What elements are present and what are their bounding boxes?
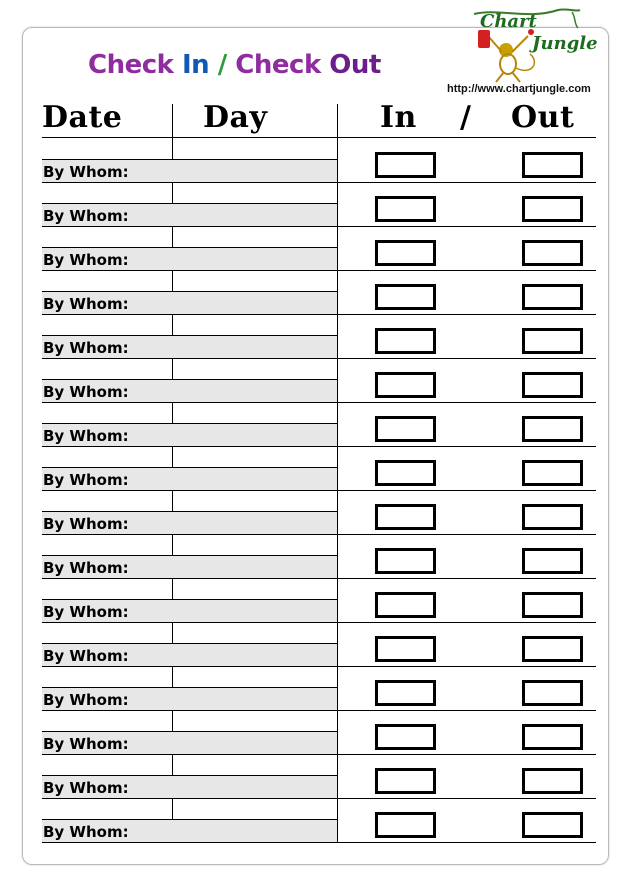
by-whom-label: By Whom: <box>43 383 129 401</box>
check-in-box[interactable] <box>375 328 436 354</box>
check-in-box[interactable] <box>375 240 436 266</box>
row-bottom-rule <box>42 446 596 447</box>
row-bottom-rule <box>42 270 596 271</box>
check-out-box[interactable] <box>522 504 583 530</box>
check-in-box[interactable] <box>375 592 436 618</box>
check-in-box[interactable] <box>375 504 436 530</box>
by-whom-field[interactable] <box>42 600 337 622</box>
by-whom-field[interactable] <box>42 248 337 270</box>
check-out-box[interactable] <box>522 724 583 750</box>
by-whom-field[interactable] <box>42 776 337 798</box>
row-bottom-rule <box>42 534 596 535</box>
page-title: Check In / Check Out <box>88 50 381 80</box>
by-whom-label: By Whom: <box>43 339 129 357</box>
row-bottom-rule <box>42 358 596 359</box>
check-out-box[interactable] <box>522 240 583 266</box>
check-out-box[interactable] <box>522 152 583 178</box>
header-day: Day <box>203 100 268 135</box>
by-whom-field[interactable] <box>42 512 337 534</box>
check-out-box[interactable] <box>522 460 583 486</box>
check-out-box[interactable] <box>522 768 583 794</box>
header-rule-left <box>42 137 338 138</box>
by-whom-label: By Whom: <box>43 647 129 665</box>
by-whom-label: By Whom: <box>43 427 129 445</box>
check-in-box[interactable] <box>375 548 436 574</box>
row-bottom-rule <box>42 710 596 711</box>
by-whom-label: By Whom: <box>43 735 129 753</box>
check-out-box[interactable] <box>522 372 583 398</box>
by-whom-field[interactable] <box>42 204 337 226</box>
header-rule-right <box>338 137 596 138</box>
by-whom-field[interactable] <box>42 732 337 754</box>
header-in: In <box>380 100 417 135</box>
by-whom-label: By Whom: <box>43 295 129 313</box>
by-whom-label: By Whom: <box>43 559 129 577</box>
row-bottom-rule <box>42 842 596 843</box>
by-whom-field[interactable] <box>42 688 337 710</box>
row-bottom-rule <box>42 666 596 667</box>
check-in-box[interactable] <box>375 680 436 706</box>
logo-wordmark: Chart Jungle <box>480 11 598 54</box>
check-out-box[interactable] <box>522 592 583 618</box>
row-bottom-rule <box>42 226 596 227</box>
by-whom-label: By Whom: <box>43 163 129 181</box>
check-in-box[interactable] <box>375 372 436 398</box>
row-bottom-rule <box>42 314 596 315</box>
row-bottom-rule <box>42 754 596 755</box>
row-bottom-rule <box>42 798 596 799</box>
by-whom-field[interactable] <box>42 336 337 358</box>
by-whom-label: By Whom: <box>43 515 129 533</box>
by-whom-field[interactable] <box>42 556 337 578</box>
check-out-box[interactable] <box>522 548 583 574</box>
by-whom-field[interactable] <box>42 644 337 666</box>
by-whom-label: By Whom: <box>43 779 129 797</box>
check-in-box[interactable] <box>375 416 436 442</box>
check-out-box[interactable] <box>522 328 583 354</box>
check-out-box[interactable] <box>522 416 583 442</box>
check-out-box[interactable] <box>522 812 583 838</box>
website-url: http://www.chartjungle.com <box>447 83 591 95</box>
row-bottom-rule <box>42 182 596 183</box>
check-out-box[interactable] <box>522 284 583 310</box>
check-in-box[interactable] <box>375 196 436 222</box>
check-out-box[interactable] <box>522 680 583 706</box>
check-in-box[interactable] <box>375 152 436 178</box>
header-out: Out <box>511 100 575 135</box>
by-whom-label: By Whom: <box>43 251 129 269</box>
row-bottom-rule <box>42 490 596 491</box>
row-bottom-rule <box>42 578 596 579</box>
by-whom-field[interactable] <box>42 160 337 182</box>
check-in-box[interactable] <box>375 636 436 662</box>
check-in-box[interactable] <box>375 724 436 750</box>
by-whom-label: By Whom: <box>43 603 129 621</box>
row-bottom-rule <box>42 622 596 623</box>
by-whom-field[interactable] <box>42 424 337 446</box>
header-date: Date <box>42 100 123 135</box>
check-in-box[interactable] <box>375 460 436 486</box>
check-out-box[interactable] <box>522 196 583 222</box>
by-whom-field[interactable] <box>42 380 337 402</box>
by-whom-label: By Whom: <box>43 471 129 489</box>
row-bottom-rule <box>42 402 596 403</box>
header-slash: / <box>460 100 472 135</box>
check-in-box[interactable] <box>375 284 436 310</box>
check-out-box[interactable] <box>522 636 583 662</box>
by-whom-label: By Whom: <box>43 823 129 841</box>
by-whom-field[interactable] <box>42 468 337 490</box>
by-whom-label: By Whom: <box>43 207 129 225</box>
check-in-box[interactable] <box>375 812 436 838</box>
by-whom-field[interactable] <box>42 292 337 314</box>
check-in-box[interactable] <box>375 768 436 794</box>
by-whom-label: By Whom: <box>43 691 129 709</box>
by-whom-field[interactable] <box>42 820 337 842</box>
